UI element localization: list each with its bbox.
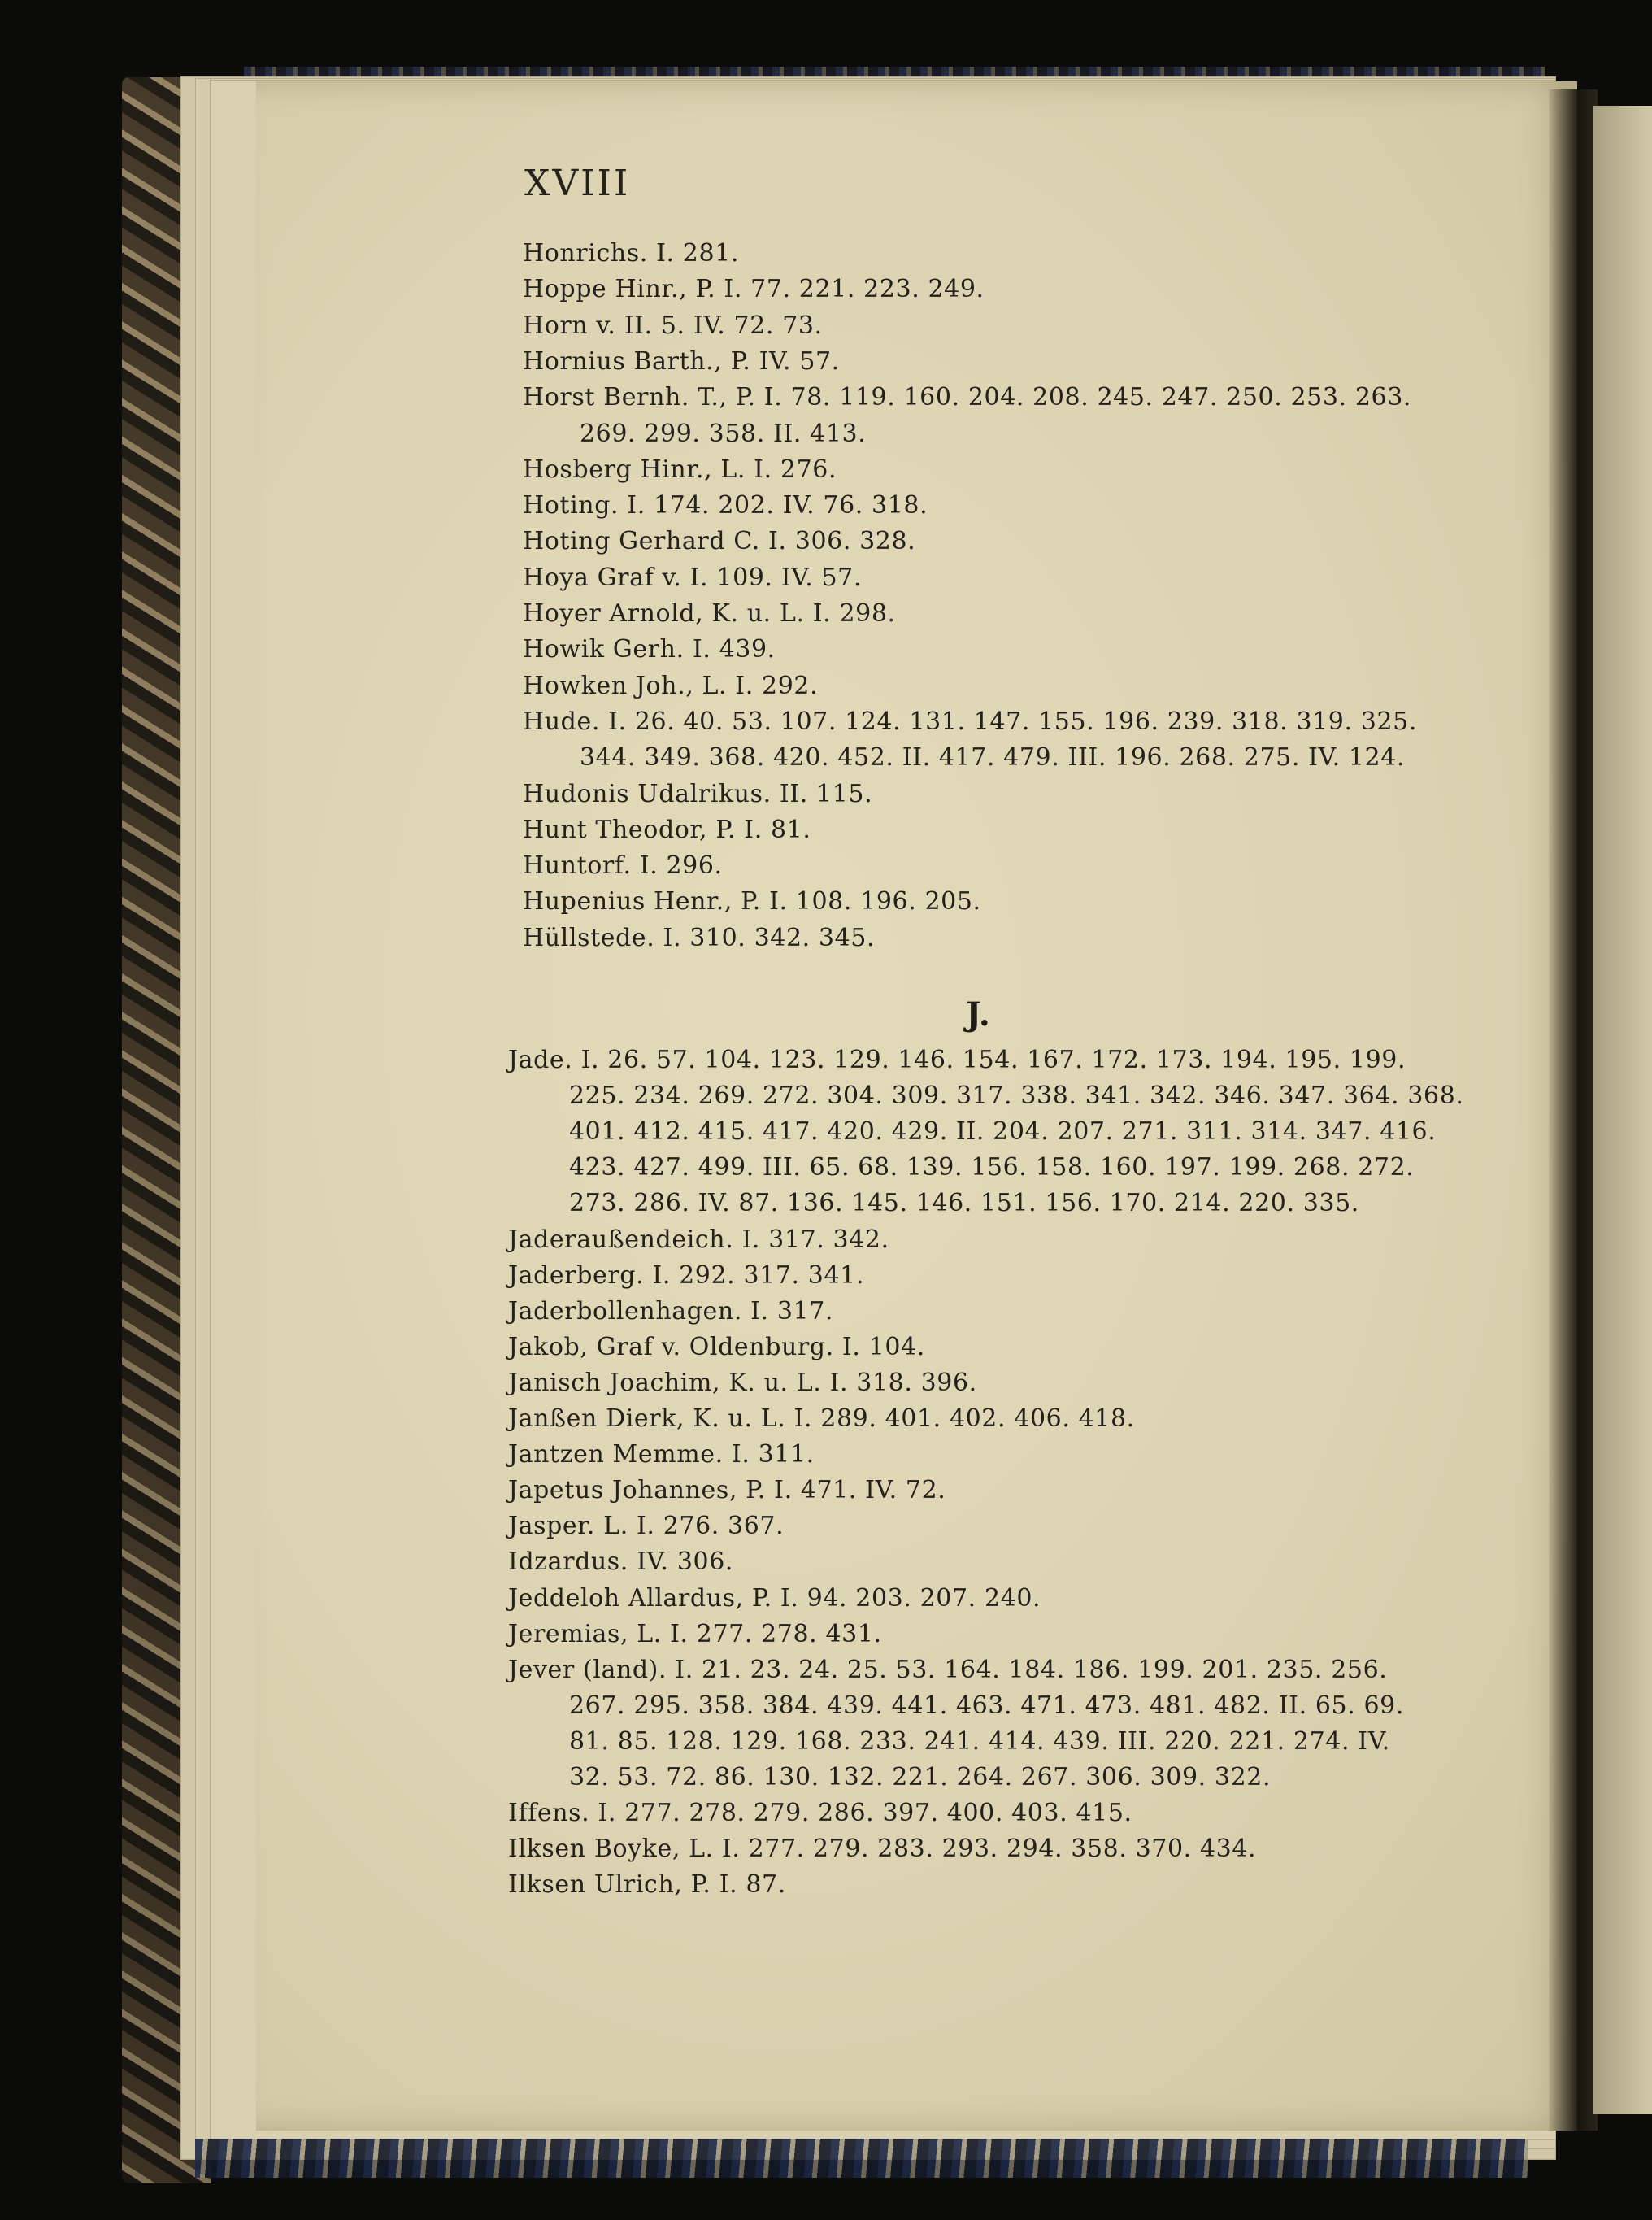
index-entry: Hoting. I. 174. 202. IV. 76. 318. [523, 491, 928, 520]
index-entry-continuation: 267. 295. 358. 384. 439. 441. 463. 471. 473. 481. 482. II. 65. 69. [569, 1691, 1404, 1720]
index-entry-continuation: 423. 427. 499. III. 65. 68. 139. 156. 158. 160. 197. 199. 268. 272. [569, 1153, 1415, 1182]
index-entry: Horst Bernh. T., P. I. 78. 119. 160. 204. 208. 245. 247. 250. 253. 263. [523, 383, 1412, 412]
index-entry: Janisch Joachim, K. u. L. I. 318. 396. [508, 1368, 977, 1397]
index-entry: Ilksen Ulrich, P. I. 87. [508, 1870, 786, 1900]
index-entry: Jaderaußendeich. I. 317. 342. [508, 1225, 889, 1254]
cover-bottom-edge [195, 2139, 1528, 2178]
index-entry: Japetus Johannes, P. I. 471. IV. 72. [508, 1476, 946, 1505]
index-entry: Jantzen Memme. I. 311. [508, 1440, 815, 1469]
index-entry: Jever (land). I. 21. 23. 24. 25. 53. 164. 184. 186. 199. 201. 235. 256. [508, 1655, 1388, 1684]
index-entry: Janßen Dierk, K. u. L. I. 289. 401. 402. 406. 418. [508, 1404, 1135, 1433]
index-entry: Howken Joh., L. I. 292. [523, 671, 819, 700]
index-entry: Honrichs. I. 281. [523, 239, 739, 268]
index-entry: Jasper. L. I. 276. 367. [508, 1512, 785, 1541]
index-entry: Hosberg Hinr., L. I. 276. [523, 455, 837, 484]
index-entry: Hoting Gerhard C. I. 306. 328. [523, 527, 916, 556]
index-entry: Iffens. I. 277. 278. 279. 286. 397. 400. 403. 415. [508, 1799, 1132, 1828]
index-entry: Jade. I. 26. 57. 104. 123. 129. 146. 154. 167. 172. 173. 194. 195. 199. [508, 1046, 1406, 1074]
index-entry: Hoyer Arnold, K. u. L. I. 298. [523, 599, 896, 628]
page-number-header: XVIII [524, 163, 631, 204]
index-entry: Hunt Theodor, P. I. 81. [523, 815, 811, 844]
section-letter-heading: J. [966, 995, 990, 1034]
index-entry-continuation: 269. 299. 358. II. 413. [580, 419, 867, 448]
index-entry: Horn v. II. 5. IV. 72. 73. [523, 311, 823, 340]
index-entry-continuation: 344. 349. 368. 420. 452. II. 417. 479. III. 196. 268. 275. IV. 124. [580, 743, 1406, 773]
index-entry: Hoya Graf v. I. 109. IV. 57. [523, 563, 862, 592]
index-entry: Hupenius Henr., P. I. 108. 196. 205. [523, 887, 981, 916]
index-entry: Hüllstede. I. 310. 342. 345. [523, 923, 876, 952]
facing-page-edge [1593, 106, 1652, 2114]
index-entry-continuation: 32. 53. 72. 86. 130. 132. 221. 264. 267. 306. 309. 322. [569, 1763, 1272, 1791]
index-entry: Hudonis Udalrikus. II. 115. [523, 779, 873, 808]
index-entry-continuation: 81. 85. 128. 129. 168. 233. 241. 414. 439. III. 220. 221. 274. IV. [569, 1726, 1390, 1756]
book-gutter [1549, 89, 1598, 2131]
index-entry: Jeremias, L. I. 277. 278. 431. [508, 1619, 882, 1648]
index-entry: Jeddeloh Allardus, P. I. 94. 203. 207. 240. [508, 1583, 1041, 1613]
index-entry: Ilksen Boyke, L. I. 277. 279. 283. 293. 294. 358. 370. 434. [508, 1835, 1257, 1864]
index-entry: Hude. I. 26. 40. 53. 107. 124. 131. 147. 155. 196. 239. 318. 319. 325. [523, 707, 1417, 736]
index-entry: Idzardus. IV. 306. [508, 1547, 734, 1577]
index-entry-continuation: 225. 234. 269. 272. 304. 309. 317. 338. 341. 342. 346. 347. 364. 368. [569, 1082, 1464, 1111]
index-entry-continuation: 273. 286. IV. 87. 136. 145. 146. 151. 156. 170. 214. 220. 335. [569, 1189, 1359, 1218]
index-entry: Hoppe Hinr., P. I. 77. 221. 223. 249. [523, 275, 985, 304]
index-entry: Jaderbollenhagen. I. 317. [508, 1296, 834, 1325]
index-entry: Howik Gerh. I. 439. [523, 635, 776, 664]
index-entry-continuation: 401. 412. 415. 417. 420. 429. II. 204. 207. 271. 311. 314. 347. 416. [569, 1117, 1437, 1147]
index-entry: Jakob, Graf v. Oldenburg. I. 104. [508, 1332, 925, 1361]
index-entry: Hornius Barth., P. IV. 57. [523, 346, 840, 376]
index-entry: Huntorf. I. 296. [523, 851, 723, 881]
index-entry: Jaderberg. I. 292. 317. 341. [508, 1260, 864, 1290]
